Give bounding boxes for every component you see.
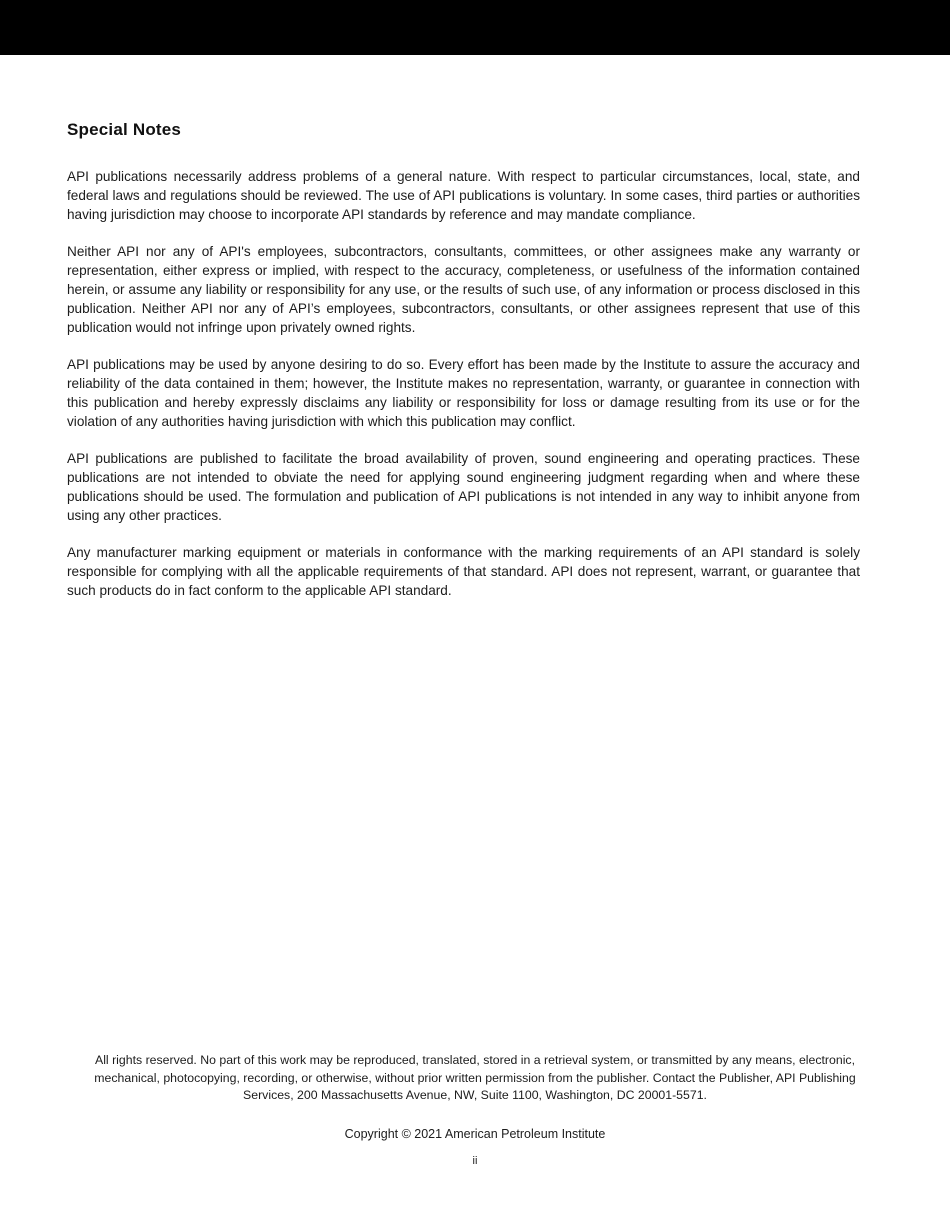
- copyright-line: Copyright © 2021 American Petroleum Institute: [344, 1126, 606, 1141]
- page-footer: [0, 1052, 950, 1167]
- paragraph-general-nature: API publications necessarily address problems of a general nature. With respect to particular circumstances, local, state, and federal laws and regulations should be reviewed. The use of API publications is voluntary. In some cases, third parties or authorities having jurisdiction may choose to incorporate API standards by reference and may mandate compliance.: [67, 169, 860, 222]
- page-number: ii: [472, 1154, 478, 1167]
- paragraph-manufacturer-marking: Any manufacturer marking equipment or materials in conformance with the marking requirements of an API standard is solely responsible for complying with all the applicable requirements of that standard. API does not represent, warrant, or guarantee that such products do in fact conform to the applicable API standard.: [67, 545, 860, 598]
- page-body: [67, 55, 860, 618]
- paragraph-use-by-anyone: API publications may be used by anyone desiring to do so. Every effort has been made by the Institute to assure the accuracy and reliability of the data contained in them; however, the Institute makes no representation, warranty, or guarantee in connection with this publication and hereby expressly disclaims any liability or responsibility for loss or damage resulting from its use or for the violation of any authorities having jurisdiction with which this publication may conflict.: [67, 357, 860, 429]
- paragraph-no-warranty: Neither API nor any of API's employees, subcontractors, consultants, committees, or other assignees make any warranty or representation, either express or implied, with respect to the accuracy, completeness, or usefulness of the information contained herein, or assume any liability or responsibility for any use, or the results of such use, of any information or process disclosed in this publication. Neither API nor any of API’s employees, subcontractors, consultants, or other assignees represent that use of this publication would not infringe upon privately owned rights.: [67, 244, 860, 335]
- paragraph-published-to-facilitate: API publications are published to facilitate the broad availability of proven, sound engineering and operating practices. These publications are not intended to obviate the need for applying sound engineering judgment regarding when and where these publications should be used. The formulation and publication of API publications is not intended in any way to inhibit anyone from using any other practices.: [67, 451, 860, 523]
- rights-notice: All rights reserved. No part of this work may be reproduced, translated, stored in a retrieval system, or transmitted by any means, electronic, mechanical, photocopying, recording, or otherwise, without prior written permission from the publisher. Contact the Publisher, API Publishing Services, 200 Massachusetts Avenue, NW, Suite 1100, Washington, DC 20001-5571.: [94, 1053, 856, 1102]
- top-black-bar: [0, 0, 950, 55]
- page-title: Special Notes: [67, 120, 182, 139]
